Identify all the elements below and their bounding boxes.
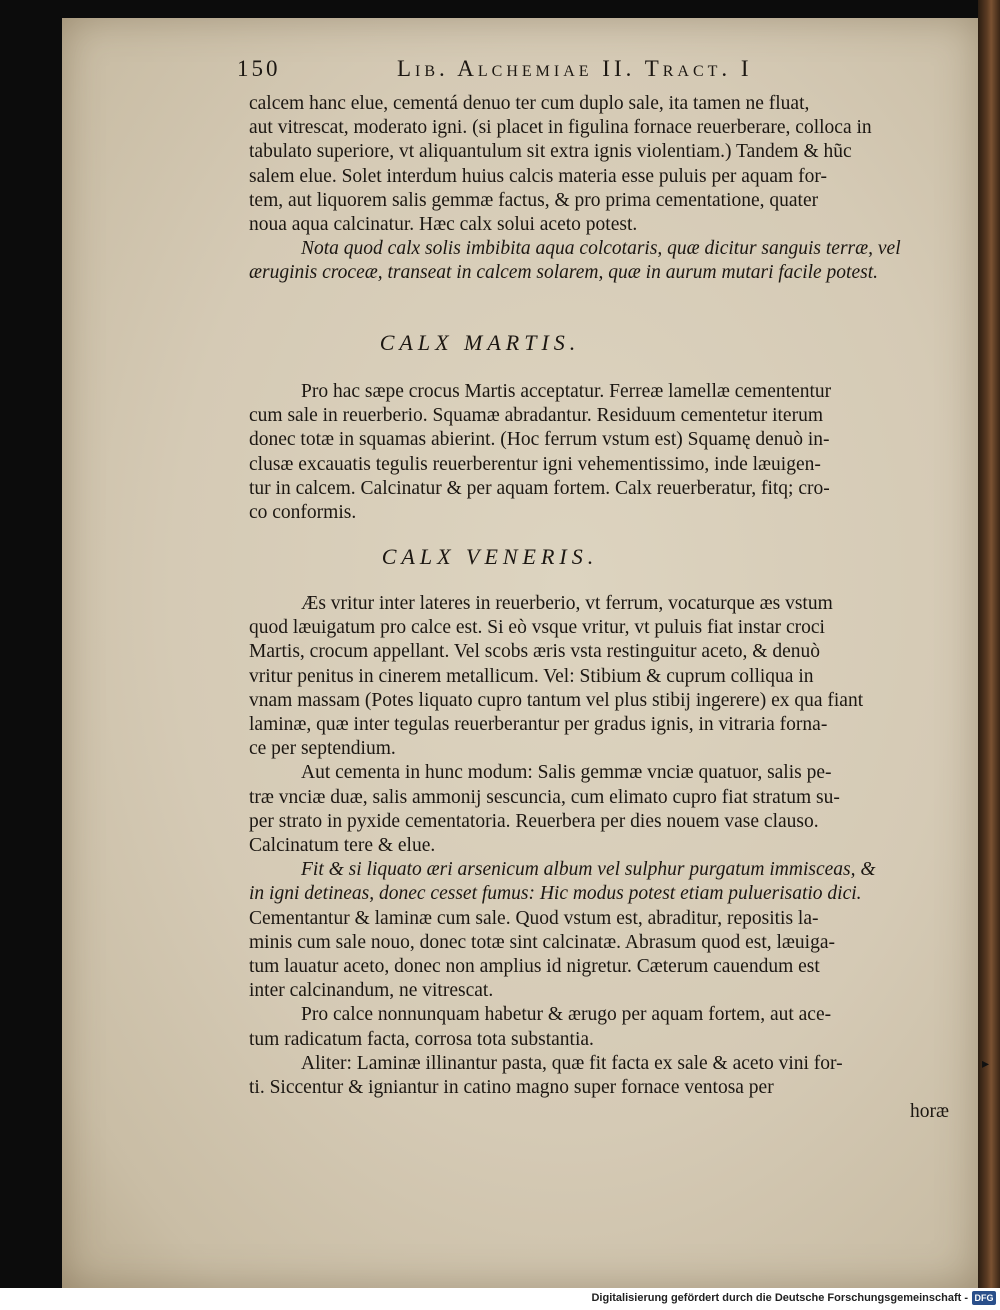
margin-mark-icon: ▸ bbox=[982, 1057, 990, 1072]
text-line: ce per septendium. bbox=[249, 738, 396, 760]
note-line: Nota quod calx solis imbibita aqua colcotaris, quæ dicitur sanguis terræ, vel bbox=[301, 238, 901, 260]
text-line: Pro calce nonnunquam habetur & ærugo per aquam fortem, aut ace- bbox=[301, 1004, 832, 1026]
note-line: æruginis croceæ, transeat in calcem solarem, quæ in aurum mutari facile potest. bbox=[249, 262, 879, 284]
paragraph-block-veneris bbox=[249, 592, 949, 1124]
note-line: in igni detineas, donec cesset fumus: Hic modus potest etiam puluerisatio dici. bbox=[249, 883, 862, 905]
catchword: horæ bbox=[910, 1101, 949, 1123]
note-line: Fit & si liquato æri arsenicum album vel sulphur purgatum immisceas, & bbox=[301, 859, 876, 881]
text-line: cum sale in reuerberio. Squamæ abradantur. Residuum cementetur iterum bbox=[249, 405, 823, 427]
paragraph-block-martis bbox=[249, 380, 949, 525]
text-line: quod læuigatum pro calce est. Si eò vsque vritur, vt puluis fiat instar croci bbox=[249, 617, 825, 639]
running-head bbox=[237, 56, 957, 86]
text-line: tum radicatum facta, corrosa tota substantia. bbox=[249, 1028, 594, 1050]
text-line: Cementantur & laminæ cum sale. Quod vstum est, abraditur, repositis la- bbox=[249, 907, 819, 929]
text-line: tem, aut liquorem salis gemmæ factus, & pro prima cementatione, quater bbox=[249, 189, 819, 211]
section-heading-calx-martis: CALX MARTIS. bbox=[379, 330, 581, 355]
text-line: Æs vritur inter lateres in reuerberio, vt ferrum, vocaturque æs vstum bbox=[301, 593, 833, 614]
footer-bar bbox=[0, 1288, 1000, 1310]
text-line: Martis, crocum appellant. Vel scobs æris vsta restinguitur aceto, & denuò bbox=[249, 641, 820, 663]
text-line: donec totæ in squamas abierint. (Hoc ferrum vstum est) Squamę denuò in- bbox=[249, 429, 830, 451]
text-line: vritur penitus in cinerem metallicum. Vel: Stibium & cuprum colliqua in bbox=[249, 665, 814, 687]
text-line: aut vitrescat, moderato igni. (si placet in figulina fornace reuerberare, colloca in bbox=[249, 117, 872, 139]
page-number: 150 bbox=[237, 56, 281, 81]
paragraph-block-calx bbox=[249, 92, 949, 286]
text-line: calcem hanc elue, cementá denuo ter cum duplo sale, ita tamen ne fluat, bbox=[249, 93, 810, 114]
book-page bbox=[62, 18, 978, 1288]
book-edge bbox=[978, 0, 1000, 1288]
text-line: Calcinatum tere & elue. bbox=[249, 835, 436, 857]
text-line: co conformis. bbox=[249, 502, 357, 524]
text-line: clusæ excauatis tegulis reuerberentur igni vehementissimo, inde læuigen- bbox=[249, 453, 821, 475]
dfg-logo-icon: DFG bbox=[972, 1291, 996, 1305]
text-line: tum lauatur aceto, donec non amplius id nigretur. Cæterum cauendum est bbox=[249, 956, 820, 978]
text-line: ti. Siccentur & igniantur in catino magno super fornace ventosa per bbox=[249, 1077, 774, 1099]
text-line: Aliter: Laminæ illinantur pasta, quæ fit facta ex sale & aceto vini for- bbox=[301, 1052, 843, 1074]
running-title: Lib. Alchemiae II. Tract. I bbox=[397, 56, 753, 81]
text-line: per strato in pyxide cementatoria. Reuerbera per dies nouem vase clauso. bbox=[249, 810, 819, 832]
funding-credit: Digitalisierung gefördert durch die Deutsche Forschungsgemeinschaft - bbox=[591, 1292, 968, 1304]
text-line: salem elue. Solet interdum huius calcis materia esse puluis per aquam for- bbox=[249, 165, 827, 187]
text-line: noua aqua calcinatur. Hæc calx solui aceto potest. bbox=[249, 214, 638, 236]
text-line: laminæ, quæ inter tegulas reuerberantur per gradus ignis, in vitraria forna- bbox=[249, 714, 828, 736]
text-line: Pro hac sæpe crocus Martis acceptatur. Ferreæ lamellæ cemententur bbox=[301, 381, 832, 402]
text-line: træ vnciæ duæ, salis ammonij sescuncia, cum elimato cupro fiat stratum su- bbox=[249, 786, 840, 808]
section-heading-calx-veneris: CALX VENERIS. bbox=[381, 544, 599, 569]
text-line: Aut cementa in hunc modum: Salis gemmæ vnciæ quatuor, salis pe- bbox=[301, 762, 832, 784]
text-line: tur in calcem. Calcinatur & per aquam fortem. Calx reuerberatur, fitq; cro- bbox=[249, 477, 830, 499]
text-line: inter calcinandum, ne vitrescat. bbox=[249, 980, 494, 1002]
text-line: minis cum sale nouo, donec totæ sint calcinatæ. Abrasum quod est, læuiga- bbox=[249, 931, 835, 953]
text-line: vnam massam (Potes liquato cupro tantum vel plus stibij ingerere) ex qua fiant bbox=[249, 689, 864, 711]
text-line: tabulato superiore, vt aliquantulum sit extra ignis violentiam.) Tandem & hũc bbox=[249, 141, 852, 163]
